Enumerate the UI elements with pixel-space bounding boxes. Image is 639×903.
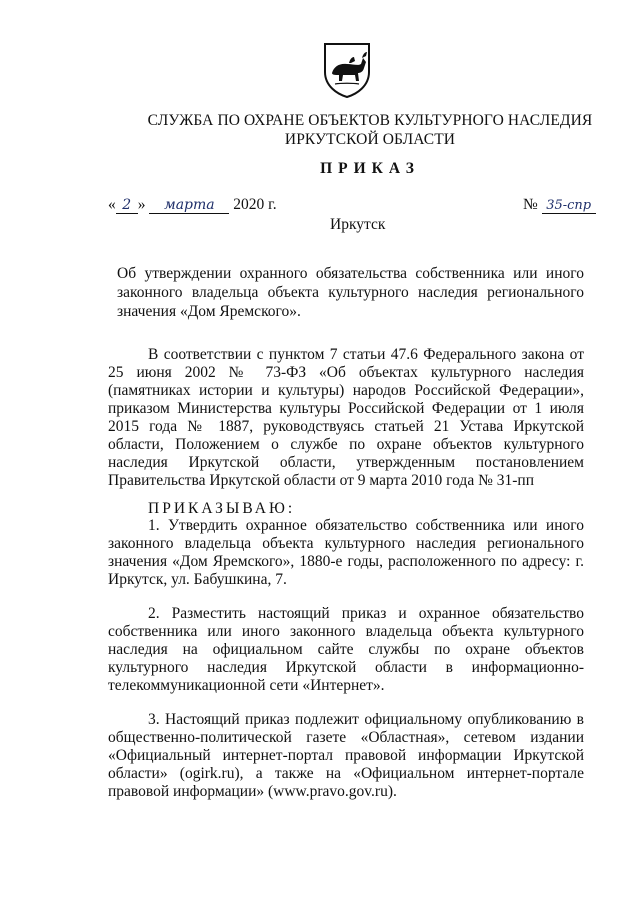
date-close-quote: » bbox=[137, 196, 146, 213]
date-open-quote: « bbox=[108, 196, 116, 213]
preamble-paragraph: В соответствии с пунктом 7 статьи 47.6 Федерального закона от 25 июня 2002 № 73-ФЗ «Об объектах культурного наследия (памятниках истории и культуры) народов Российской Федерации», приказом Министерства культуры Российской Федерации от 1 июля 2015 года № 1887, руководствуясь статьей 21 Устава Иркутской области, Положением о службе по охране объектов культурного наследия Иркутской области, утвержденным постановлением Правительства Иркутской области от 9 марта 2010 года № 31-пп bbox=[108, 346, 584, 489]
date-month: марта bbox=[149, 197, 229, 214]
number-value: 35-спр bbox=[542, 198, 596, 214]
irkutsk-coat-of-arms-icon bbox=[323, 42, 371, 98]
document-title: ПРИКАЗ bbox=[320, 160, 420, 177]
orders-heading: ПРИКАЗЫВАЮ: bbox=[148, 500, 296, 517]
order-item-2: 2. Разместить настоящий приказ и охранное обязательство собственника или иного законного владельца объекта культурного наследия на официальном сайте службы по охране объектов культурного наследия Иркутской области в информационно-телекоммуникационной сети «Интернет». bbox=[108, 605, 584, 694]
number-prefix: № bbox=[523, 196, 538, 213]
document-city: Иркутск bbox=[330, 216, 386, 233]
organization-name: СЛУЖБА ПО ОХРАНЕ ОБЪЕКТОВ КУЛЬТУРНОГО НАСЛЕДИЯ bbox=[147, 112, 593, 129]
order-item-3: 3. Настоящий приказ подлежит официальному опубликованию в общественно-политической газете «Областная», сетевом издании «Официальный интернет-портал правовой информации Иркутской области» (ogirk.ru), а также на «Официальном интернет-портале правовой информации» (www.pravo.gov.ru). bbox=[108, 711, 584, 800]
order-item-1: 1. Утвердить охранное обязательство собственника или иного законного владельца объекта культурного наследия регионального значения «Дом Яремского», 1880-е годы, расположенного по адресу: г. Иркутск, ул. Бабушкина, 7. bbox=[108, 517, 584, 588]
document-date bbox=[108, 196, 277, 214]
date-year: 2020 г. bbox=[233, 196, 277, 213]
organization-region: ИРКУТСКОЙ ОБЛАСТИ bbox=[284, 131, 456, 148]
date-day: 2 bbox=[116, 197, 138, 214]
document-subject: Об утверждении охранного обязательства собственника или иного законного владельца объекта культурного наследия регионального значения «Дом Яремского». bbox=[117, 265, 584, 320]
document-number bbox=[523, 196, 596, 214]
